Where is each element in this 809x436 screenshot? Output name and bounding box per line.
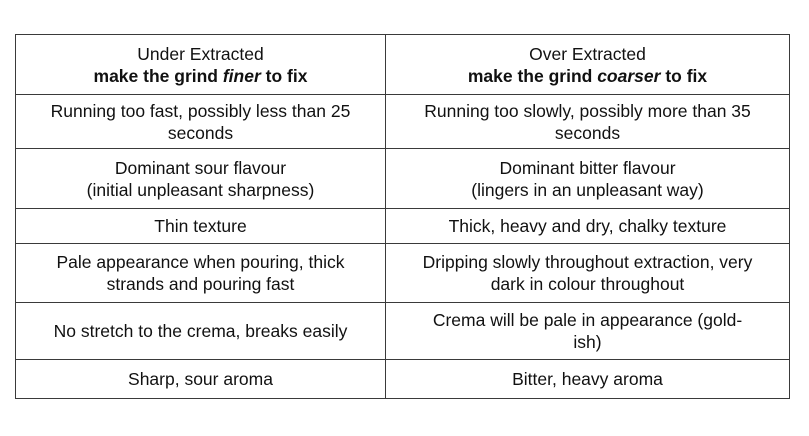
cell-over-extracted (386, 95, 790, 149)
cell-under-extracted (16, 360, 386, 399)
header-over-fix-suffix: to fix (660, 65, 708, 86)
cell-over-extracted (386, 244, 790, 303)
cell-over-extracted (386, 360, 790, 399)
table-header-row (16, 35, 790, 95)
header-under-fix-suffix: to fix (260, 65, 308, 86)
cell-over-extracted (386, 209, 790, 244)
cell-text-line: Thin texture (154, 216, 247, 236)
cell-under-extracted (16, 244, 386, 303)
header-over-fix-text: make the grind (467, 65, 598, 86)
cell-text-line: Crema will be pale in appearance (gold- (432, 310, 743, 330)
table-row (16, 149, 790, 209)
cell-under-extracted (16, 209, 386, 244)
cell-text-line: Thick, heavy and dry, chalky texture (448, 216, 727, 236)
cell-over-extracted (386, 149, 790, 209)
cell-text-line: Dominant bitter flavour (499, 157, 676, 178)
cell-text-line: Running too fast, possibly less than 25 (50, 100, 351, 121)
cell-under-extracted (16, 95, 386, 149)
cell-text-line: seconds (167, 122, 234, 143)
cell-text-line: seconds (554, 122, 621, 143)
cell-under-extracted (16, 149, 386, 209)
header-under-fix (20, 65, 381, 87)
cell-text-line: No stretch to the crema, breaks easily (53, 321, 348, 341)
table-row (16, 360, 790, 399)
cell-over-extracted (386, 303, 790, 360)
cell-text-line: ish) (573, 332, 602, 352)
cell-text-line: (initial unpleasant sharpness) (86, 179, 315, 200)
cell-text-line: strands and pouring fast (106, 274, 295, 294)
table-row (16, 95, 790, 149)
cell-text-line: (lingers in an unpleasant way) (471, 179, 704, 200)
cell-text-line: Dripping slowly throughout extraction, very (422, 252, 753, 272)
header-under-fix-emphasis: finer (222, 65, 261, 86)
table-row (16, 244, 790, 303)
cell-text-line: Sharp, sour aroma (128, 369, 273, 389)
cell-text-line: Pale appearance when pouring, thick (56, 252, 345, 272)
table-row (16, 303, 790, 360)
header-over-fix (390, 65, 785, 87)
cell-text-line: Bitter, heavy aroma (512, 369, 663, 389)
header-over-extracted (386, 35, 790, 95)
extraction-comparison-table (15, 34, 790, 399)
cell-text-line: Dominant sour flavour (114, 157, 287, 178)
header-under-title: Under Extracted (137, 43, 264, 64)
header-under-fix-text: make the grind (93, 65, 223, 86)
cell-text-line: Running too slowly, possibly more than 35 (424, 100, 751, 121)
cell-text-line: dark in colour throughout (490, 274, 685, 294)
header-under-extracted (16, 35, 386, 95)
header-over-title: Over Extracted (529, 43, 646, 64)
cell-under-extracted (16, 303, 386, 360)
table-row (16, 209, 790, 244)
header-over-fix-emphasis: coarser (597, 65, 661, 86)
